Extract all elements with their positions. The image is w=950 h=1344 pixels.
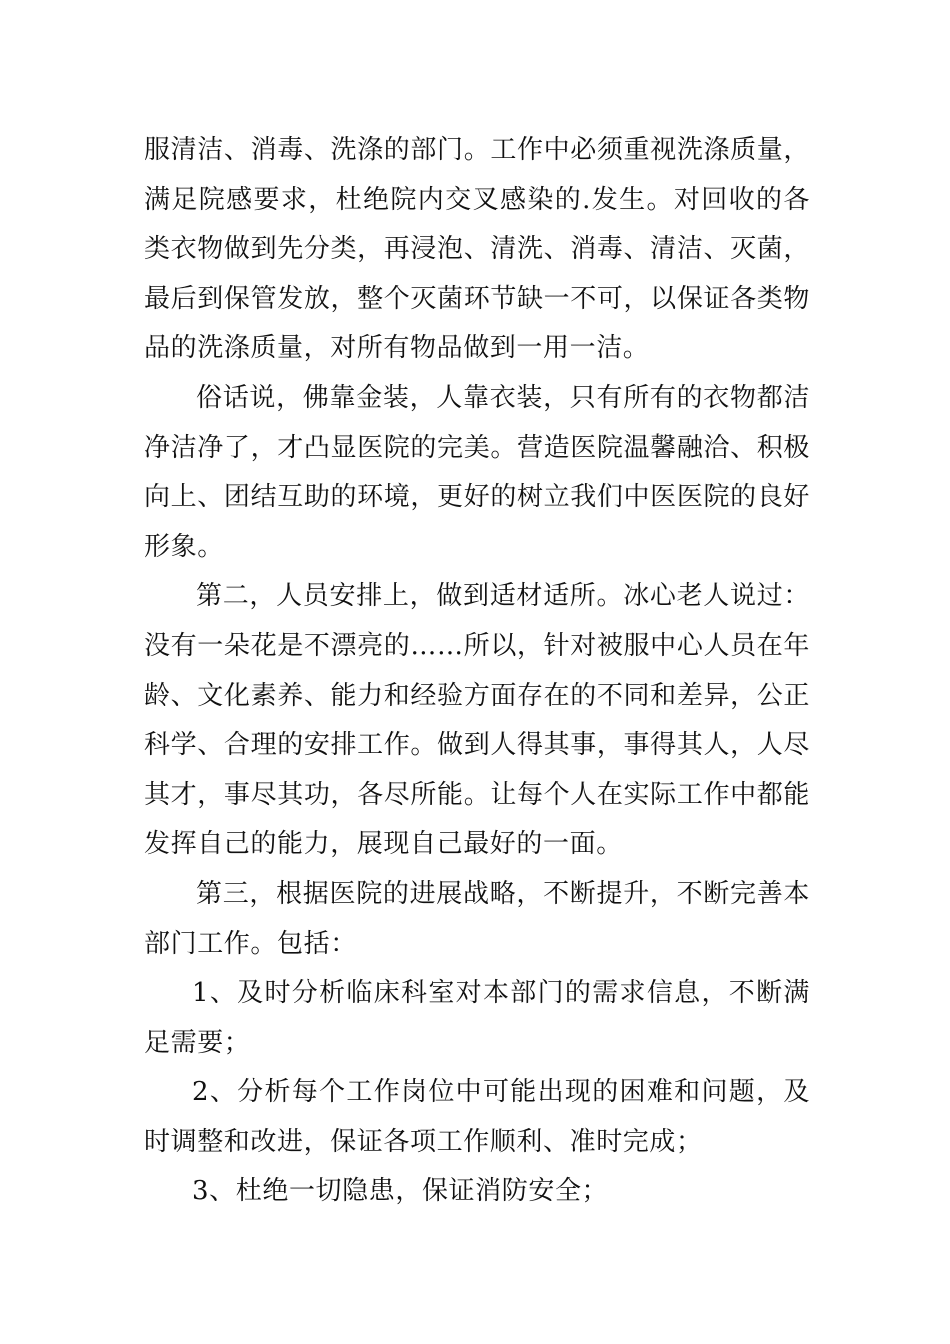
list-item-3: 3、杜绝一切隐患，保证消防安全； <box>192 1176 609 1207</box>
list-item-1: 1、及时分析临床科室对本部门的需求信息，不断满足需要； <box>144 978 810 1058</box>
list-item-2: 2、分析每个工作岗位中可能出现的困难和问题，及时调整和改进，保证各项工作顺利、准时完成； <box>144 1077 810 1157</box>
paragraph-saying: 俗话说，佛靠金装，人靠衣装，只有所有的衣物都洁净洁净了，才凸显医院的完美。营造医院温馨融洽、积极向上、团结互助的环境，更好的树立我们中医医院的良好形象。 <box>144 382 810 562</box>
paragraph-development-strategy: 第三，根据医院的进展战略，不断提升，不断完善本部门工作。包括： <box>144 878 810 959</box>
document-body <box>144 126 810 1217</box>
paragraph-laundry-duties: 服清洁、消毒、洗涤的部门。工作中必须重视洗涤质量，满足院感要求，杜绝院内交叉感染的.发生。对回收的各类衣物做到先分类，再浸泡、清洗、消毒、清洁、灭菌，最后到保管发放，整个灭菌环节缺一不可，以保证各类物品的洗涤质量，对所有物品做到一用一洁。 <box>144 135 810 364</box>
paragraph-staff-arrangement: 第二，人员安排上，做到适材适所。冰心老人说过：没有一朵花是不漂亮的……所以，针对被服中心人员在年龄、文化素养、能力和经验方面存在的不同和差异，公正科学、合理的安排工作。做到人得其事，事得其人，人尽其才，事尽其功，各尽所能。让每个人在实际工作中都能发挥自己的能力，展现自己最好的一面。 <box>144 581 810 860</box>
